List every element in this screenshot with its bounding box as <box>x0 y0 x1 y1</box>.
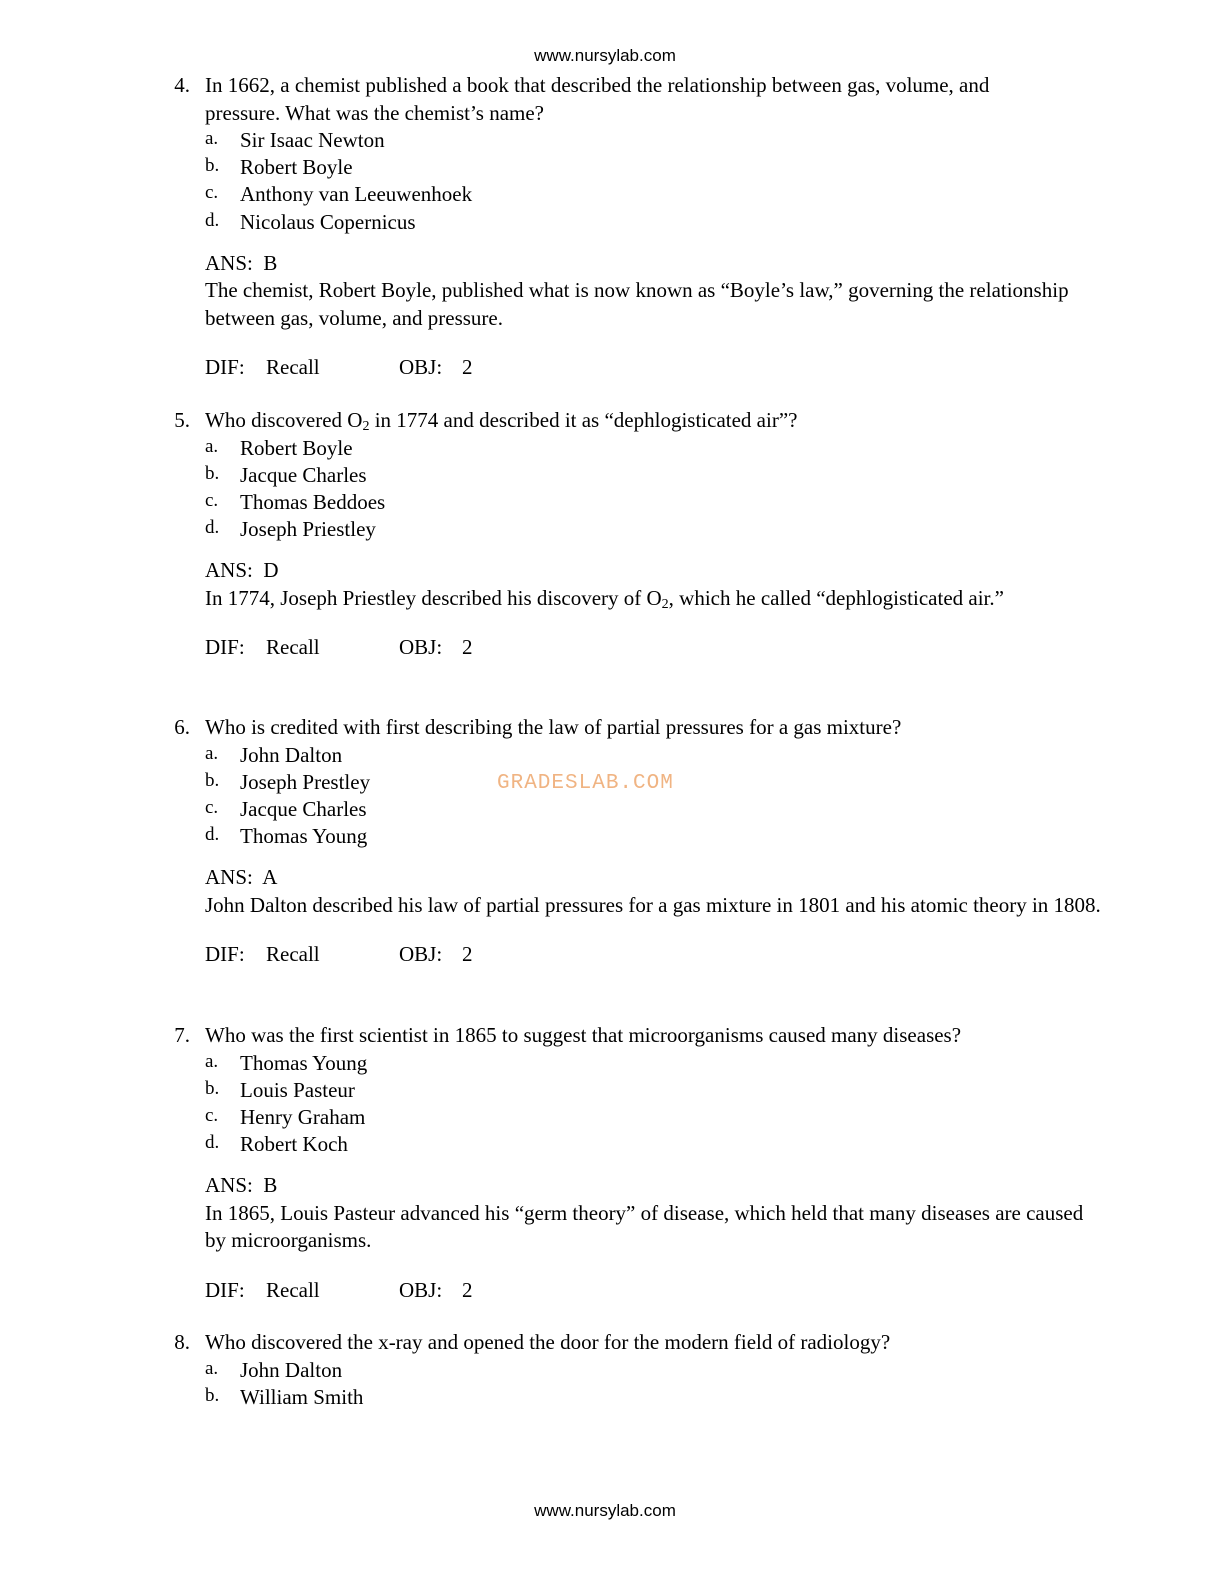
question-number: 5. <box>174 408 190 432</box>
question-4 <box>0 72 1224 382</box>
question-number: 7. <box>174 1023 190 1047</box>
choice-letter: b. <box>205 769 220 791</box>
answer-block <box>205 250 1105 382</box>
dif-label: DIF: <box>205 1277 245 1302</box>
choice-letter: b. <box>205 462 220 484</box>
choice-letter: d. <box>205 1132 220 1154</box>
obj-value: 2 <box>462 635 473 660</box>
answer-value: B <box>263 250 278 275</box>
meta-line <box>205 941 1105 969</box>
choice-letter: a. <box>205 1357 219 1379</box>
choice-letter: a. <box>205 128 219 149</box>
question-text: Who discovered the x-ray and opened the door for the modern field of radiology? <box>205 1330 891 1354</box>
question-6 <box>0 714 1224 969</box>
subscript: 2 <box>661 596 669 612</box>
choice-letter: a. <box>205 1050 219 1072</box>
choice-text: John Dalton <box>240 742 343 767</box>
answer-block <box>205 864 1105 969</box>
choice-b <box>0 462 1224 489</box>
choice-b <box>0 154 1224 181</box>
choice-text: Anthony van Leeuwenhoek <box>240 182 473 207</box>
choice-letter: c. <box>205 1104 219 1126</box>
meta-line <box>205 634 1105 662</box>
choice-letter: a. <box>205 742 219 764</box>
choice-letter: b. <box>205 1384 220 1406</box>
watermark: GRADESLAB.COM <box>497 772 674 795</box>
answer-label: ANS: <box>205 865 253 890</box>
choice-text: Nicolaus Copernicus <box>240 209 416 234</box>
dif-value: Recall <box>266 635 320 660</box>
header-url: www.nursylab.com <box>534 46 676 65</box>
answer-label: ANS: <box>205 1173 253 1198</box>
choice-text: Louis Pasteur <box>240 1077 355 1102</box>
rationale-part: In 1774, Joseph Priestley described his discovery of O <box>205 585 662 610</box>
answer-label: ANS: <box>205 558 253 583</box>
choice-letter: c. <box>205 182 219 204</box>
rationale: John Dalton described his law of partial pressures for a gas mixture in 1801 and his atomic theory in 1808. <box>205 892 1101 917</box>
choice-b <box>0 1077 1224 1104</box>
question-8 <box>0 1329 1224 1411</box>
question-5 <box>0 407 1224 662</box>
choice-letter: a. <box>205 435 219 457</box>
choice-d <box>0 516 1224 543</box>
choice-c <box>0 796 1224 823</box>
question-7 <box>0 1022 1224 1304</box>
choice-text: Jacque Charles <box>240 462 367 487</box>
choice-text: Robert Boyle <box>240 435 353 460</box>
choice-a <box>0 435 1224 462</box>
choice-letter: b. <box>205 155 220 177</box>
answer-label: ANS: <box>205 250 253 275</box>
rationale: In 1865, Louis Pasteur advanced his “germ theory” of disease, which held that many diseases are caused by microorganisms. <box>205 1200 1084 1253</box>
dif-label: DIF: <box>205 355 245 380</box>
answer-line <box>205 1172 1105 1200</box>
dif-value: Recall <box>266 942 320 967</box>
question-text-part: Who discovered O <box>205 408 363 432</box>
choice-letter: d. <box>205 824 220 846</box>
choice-a <box>0 1050 1224 1077</box>
choice-b <box>0 1384 1224 1411</box>
answer-line <box>205 557 1105 585</box>
question-number: 6. <box>174 715 190 739</box>
question-number: 4. <box>174 73 190 97</box>
choice-c <box>0 181 1224 208</box>
meta-line <box>205 354 1105 382</box>
obj-label: OBJ: <box>399 942 443 967</box>
choice-letter: d. <box>205 517 220 539</box>
answer-line <box>205 250 1105 278</box>
choice-c <box>0 1104 1224 1131</box>
choice-letter: b. <box>205 1077 220 1099</box>
answer-block <box>205 1172 1105 1304</box>
dif-value: Recall <box>266 1277 320 1302</box>
choice-text: Henry Graham <box>240 1104 366 1129</box>
question-number: 8. <box>174 1330 190 1354</box>
choice-text: John Dalton <box>240 1357 343 1382</box>
choice-letter: c. <box>205 796 219 818</box>
choice-text: Joseph Prestley <box>240 769 371 794</box>
choice-text: Joseph Priestley <box>240 517 376 542</box>
rationale: The chemist, Robert Boyle, published what is now known as “Boyle’s law,” governing the relationship between gas, volume, and pressure. <box>205 278 1069 330</box>
question-text <box>205 407 1105 435</box>
obj-label: OBJ: <box>399 635 443 660</box>
obj-label: OBJ: <box>399 1277 443 1302</box>
obj-value: 2 <box>462 355 473 380</box>
choice-letter: c. <box>205 489 219 511</box>
dif-label: DIF: <box>205 942 245 967</box>
question-text-part: in 1774 and described it as “dephlogisticated air”? <box>369 408 798 432</box>
answer-line <box>205 864 1105 892</box>
subscript: 2 <box>362 419 370 434</box>
choice-d <box>0 209 1224 236</box>
choice-d <box>0 1131 1224 1158</box>
choice-text: Thomas Young <box>240 1050 368 1075</box>
choice-text: Thomas Beddoes <box>240 489 386 514</box>
answer-value: D <box>263 558 279 583</box>
obj-value: 2 <box>462 1277 473 1302</box>
choice-text: Robert Boyle <box>240 155 353 180</box>
answer-value: A <box>262 865 278 890</box>
meta-line <box>205 1277 1105 1305</box>
choice-text: Thomas Young <box>240 824 368 849</box>
obj-value: 2 <box>462 942 473 967</box>
question-text-continued: pressure. What was the chemist’s name? <box>205 100 545 125</box>
dif-value: Recall <box>266 355 320 380</box>
choice-c <box>0 489 1224 516</box>
rationale <box>205 585 1105 613</box>
choice-a <box>0 742 1224 769</box>
answer-block <box>205 557 1105 662</box>
choice-a <box>0 1357 1224 1384</box>
question-text: Who is credited with first describing the law of partial pressures for a gas mixture? <box>205 715 902 739</box>
choice-text: Sir Isaac Newton <box>240 128 385 152</box>
answer-value: B <box>263 1173 278 1198</box>
footer-url: www.nursylab.com <box>534 1501 676 1520</box>
question-text: Who was the first scientist in 1865 to suggest that microorganisms caused many diseases? <box>205 1023 962 1047</box>
choice-text: William Smith <box>240 1384 364 1409</box>
rationale-part: , which he called “dephlogisticated air.” <box>668 585 1004 610</box>
choice-a <box>0 127 1224 154</box>
obj-label: OBJ: <box>399 355 443 380</box>
dif-label: DIF: <box>205 635 245 660</box>
choice-d <box>0 823 1224 850</box>
choice-text: Robert Koch <box>240 1132 348 1157</box>
question-text: In 1662, a chemist published a book that described the relationship between gas, volume, and <box>205 73 990 97</box>
choice-text: Jacque Charles <box>240 796 367 821</box>
choice-letter: d. <box>205 209 220 231</box>
